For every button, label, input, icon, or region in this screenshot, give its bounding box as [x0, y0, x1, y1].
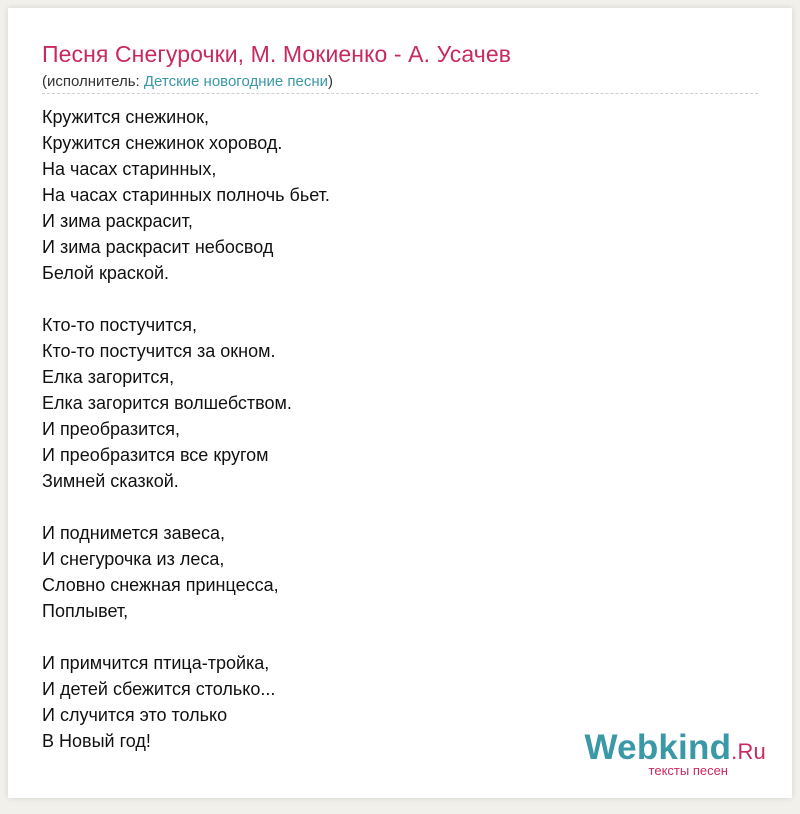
webkind-logo[interactable]: [585, 730, 766, 778]
lyrics-text: [42, 104, 330, 754]
stanza-4: [42, 650, 330, 754]
song-title: Песня Снегурочки, М. Мокиенко - А. Усачев: [42, 41, 512, 67]
logo-main-text: Webkind: [584, 728, 732, 767]
artist-prefix: (исполнитель:: [42, 73, 144, 90]
lyrics-page: [8, 8, 792, 798]
artist-suffix: ): [328, 73, 334, 90]
lyric-line: И зима раскрасит,: [42, 211, 193, 231]
lyric-line: Кто-то постучится за окном.: [42, 341, 276, 361]
lyric-line: Кружится снежинок,: [42, 107, 210, 127]
stanza-2: [42, 312, 330, 494]
stanza-1: [42, 104, 330, 286]
lyric-line: И зима раскрасит небосвод: [42, 237, 274, 257]
lyric-line: И поднимется завеса,: [42, 523, 226, 543]
lyric-line: И преобразится,: [42, 419, 180, 439]
logo-domain-suffix: .Ru: [731, 739, 766, 764]
lyric-line: Зимней сказкой.: [42, 471, 179, 491]
lyric-line: И преобразится все кругом: [42, 445, 269, 465]
lyric-line: Кто-то постучится,: [42, 315, 198, 335]
lyric-line: И случится это только: [42, 705, 228, 725]
artist-line: [42, 73, 333, 90]
lyric-line: Кружится снежинок хоровод.: [42, 133, 283, 153]
lyric-line: И детей сбежится столько...: [42, 679, 276, 699]
lyric-line: И примчится птица-тройка,: [42, 653, 270, 673]
lyric-line: Поплывет,: [42, 601, 129, 621]
stanza-3: [42, 520, 330, 624]
header-divider: [42, 93, 758, 94]
lyric-line: Белой краской.: [42, 263, 170, 283]
lyric-line: Елка загорится волшебством.: [42, 393, 292, 413]
logo-tagline: тексты песен: [648, 763, 728, 778]
lyric-line: В Новый год!: [42, 731, 151, 751]
lyric-line: На часах старинных полночь бьет.: [42, 185, 330, 205]
lyric-line: Словно снежная принцесса,: [42, 575, 279, 595]
lyric-line: На часах старинных,: [42, 159, 217, 179]
lyric-line: И снегурочка из леса,: [42, 549, 225, 569]
lyric-line: Елка загорится,: [42, 367, 175, 387]
artist-link[interactable]: Детские новогодние песни: [143, 73, 329, 90]
